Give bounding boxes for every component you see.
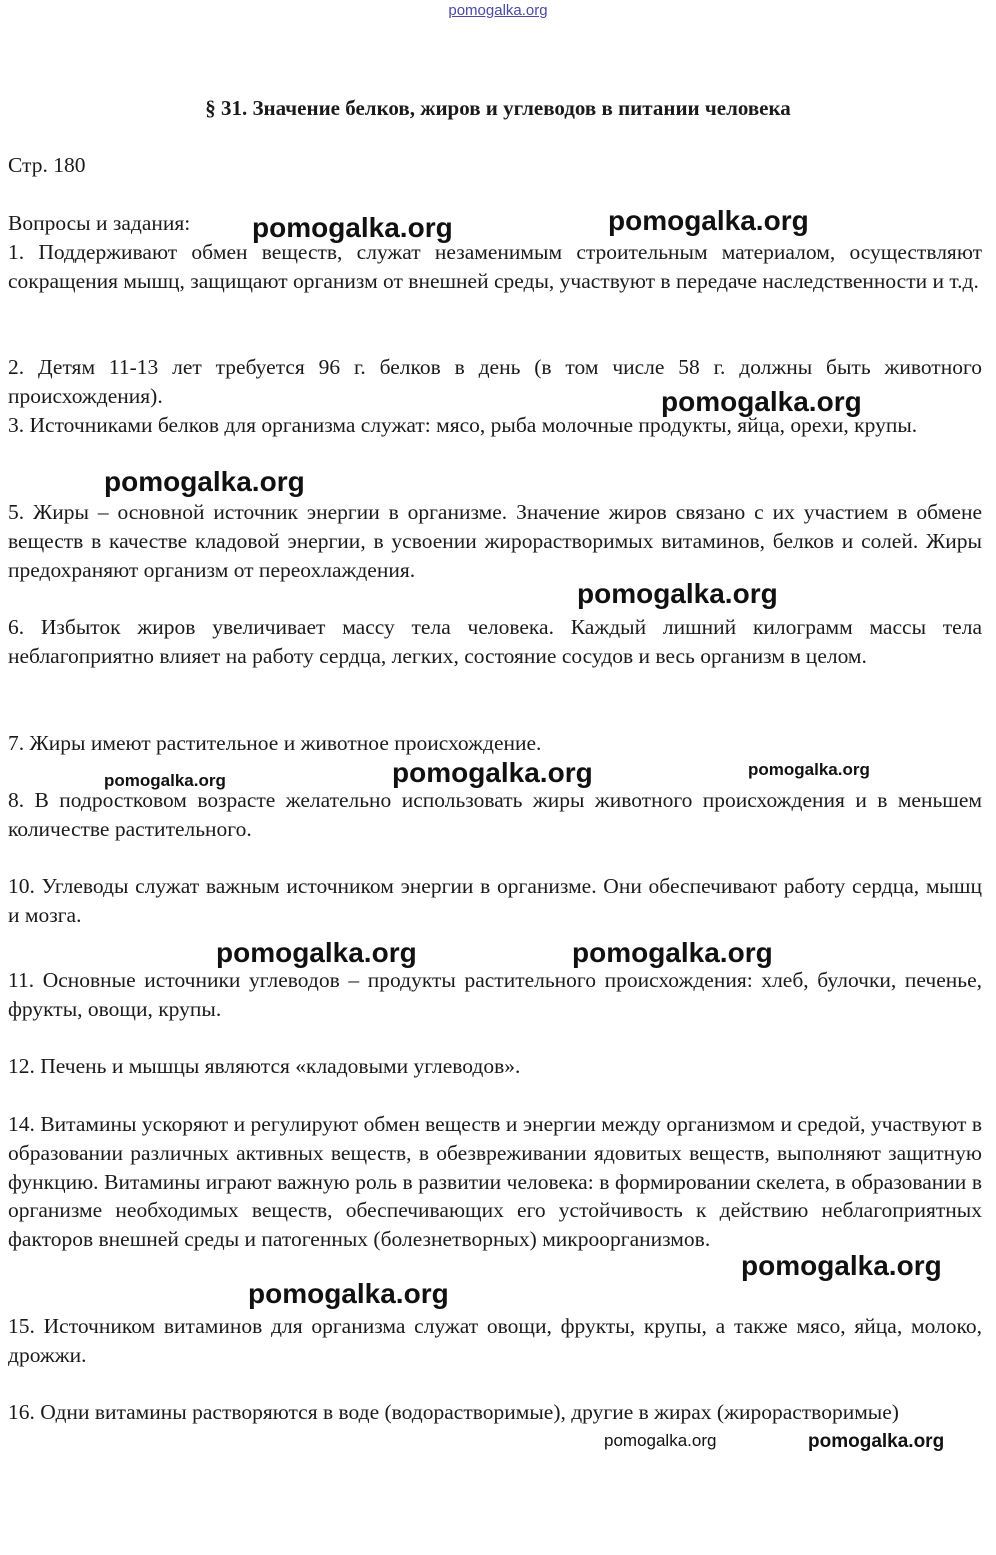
answer-14: 14. Витамины ускоряют и регулируют обмен веществ и энергии между организмом и средой, участвуют в образовании различных активных веществ, в обезвреживании ядовитых веществ, выполняют защитную функцию. Витамины играют важную роль в развитии человека: в формировании скелета, в образовании в организме необходимых веществ, обеспечивающих его устойчивость к действию неблагоприятных факторов внешней среды и патогенных (болезнетворных) микроорганизмов.	[8, 1112, 982, 1252]
watermark: pomogalka.org	[252, 212, 453, 243]
answer-12: 12. Печень и мышцы являются «кладовыми углеводов».	[8, 1054, 521, 1078]
watermark: pomogalka.org	[248, 1278, 449, 1309]
answer-6: 6. Избыток жиров увеличивает массу тела человека. Каждый лишний килограмм массы тела неблагоприятно влияет на работу сердца, легких, состояние сосудов и весь организм в целом.	[8, 615, 982, 668]
watermark: pomogalka.org	[748, 760, 870, 779]
watermark: pomogalka.org	[808, 1431, 945, 1452]
page-reference: Стр. 180	[8, 153, 86, 177]
watermark: pomogalka.org	[741, 1250, 942, 1281]
answer-15: 15. Источником витаминов для организма служат овощи, фрукты, крупы, а также мясо, яйца, молоко, дрожжи.	[8, 1314, 982, 1367]
site-link[interactable]: pomogalka.org	[448, 2, 548, 19]
answer-7: 7. Жиры имеют растительное и животное происхождение.	[8, 731, 542, 755]
watermark: pomogalka.org	[216, 937, 417, 968]
answer-5: 5. Жиры – основной источник энергии в организме. Значение жиров связано с их участием в обмене веществ в качестве кладовой энергии, в усвоении жирорастворимых витаминов, белков и солей. Жиры предохраняют организм от переохлаждения.	[8, 500, 982, 582]
watermark: pomogalka.org	[572, 937, 773, 968]
answer-16: 16. Одни витамины растворяются в воде (водорастворимые), другие в жирах (жирорастворимые)	[8, 1400, 899, 1424]
watermark: pomogalka.org	[392, 757, 593, 788]
answer-1: 1. Поддерживают обмен веществ, служат незаменимым строительным материалом, осуществляют сокращения мышц, защищают организм от внешней среды, участвуют в передаче наследственности и т.д.	[8, 240, 982, 293]
watermark: pomogalka.org	[604, 1431, 717, 1450]
answer-2: 2. Детям 11-13 лет требуется 96 г. белков в день (в том числе 58 г. должны быть животного происхождения).	[8, 355, 982, 408]
watermark: pomogalka.org	[104, 466, 305, 497]
watermark: pomogalka.org	[577, 578, 778, 609]
answer-3: 3. Источниками белков для организма служат: мясо, рыба молочные продукты, яйца, орехи, крупы.	[8, 413, 918, 437]
watermark: pomogalka.org	[104, 771, 226, 790]
section-label: Вопросы и задания:	[8, 211, 191, 235]
page-title: § 31. Значение белков, жиров и углеводов в питании человека	[205, 96, 791, 120]
answer-11: 11. Основные источники углеводов – продукты растительного происхождения: хлеб, булочки, печенье, фрукты, овощи, крупы.	[8, 968, 982, 1021]
watermark: pomogalka.org	[608, 205, 809, 236]
answer-8: 8. В подростковом возрасте желательно использовать жиры животного происхождения и в меньшем количестве растительного.	[8, 788, 982, 841]
watermark: pomogalka.org	[661, 386, 862, 417]
answer-10: 10. Углеводы служат важным источником энергии в организме. Они обеспечивают работу сердца, мышц и мозга.	[8, 874, 982, 927]
